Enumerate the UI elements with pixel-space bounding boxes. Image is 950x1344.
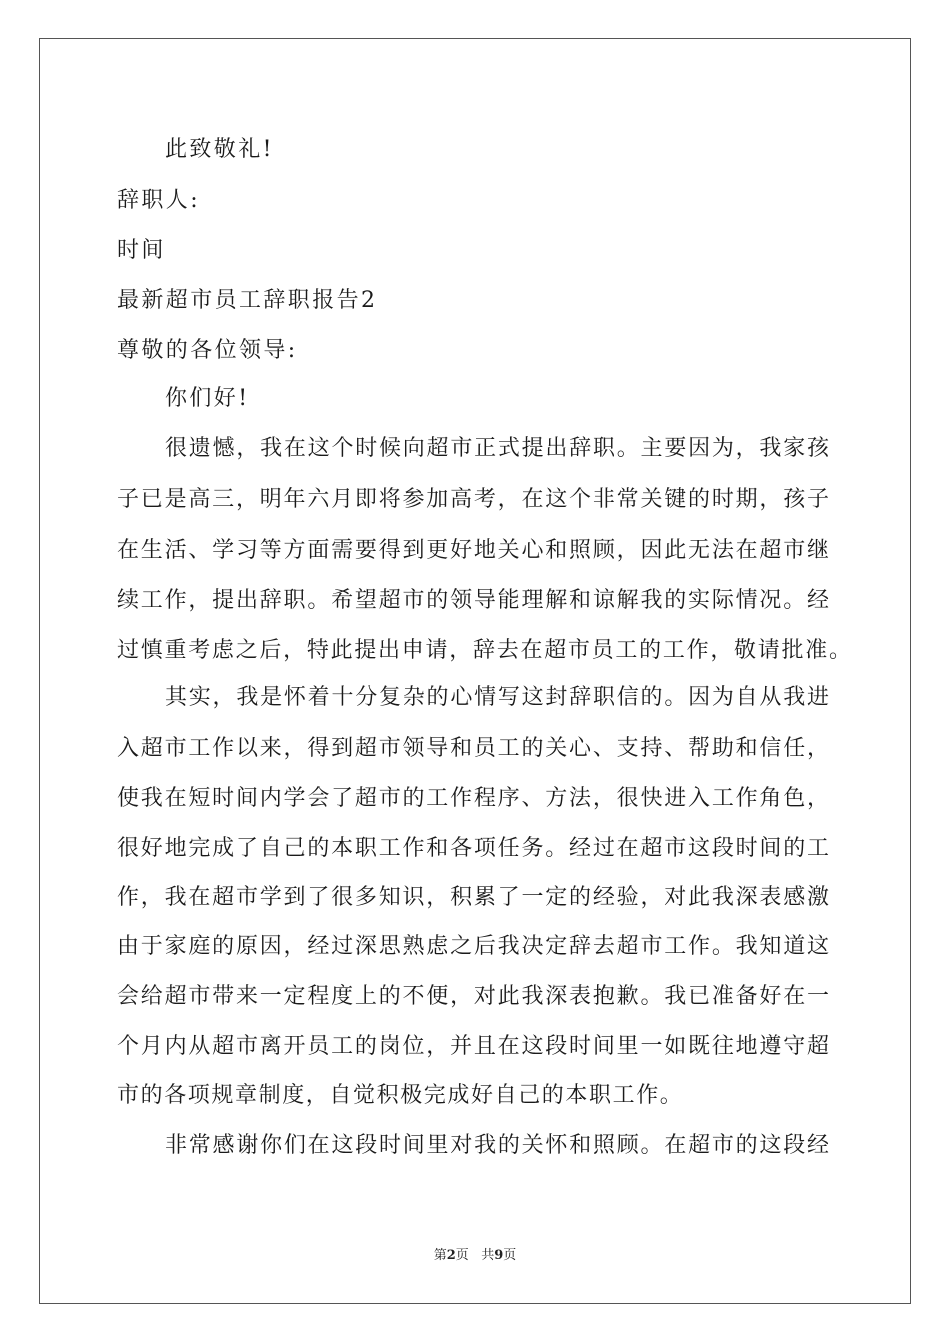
page-border xyxy=(39,38,911,1304)
paragraph-line: 在生活、学习等方面需要得到更好地关心和照顾，因此无法在超市继 xyxy=(117,538,829,563)
paragraph-line: 过慎重考虑之后，特此提出申请，辞去在超市员工的工作，敬请批准。 xyxy=(117,638,851,663)
paragraph-line: 使我在短时间内学会了超市的工作程序、方法，很快进入工作角色， xyxy=(117,786,829,811)
paragraph-line: 作，我在超市学到了很多知识，积累了一定的经验，对此我深表感激 xyxy=(117,885,829,910)
paragraph-line: 会给超市带来一定程度上的不便，对此我深表抱歉。我已准备好在一 xyxy=(117,984,829,1009)
paragraph-line: 市的各项规章制度，自觉积极完成好自己的本职工作。 xyxy=(117,1083,684,1108)
paragraph-line: 其实，我是怀着十分复杂的心情写这封辞职信的。因为自从我进 xyxy=(165,685,829,710)
paragraph-line: 入超市工作以来，得到超市领导和员工的关心、支持、帮助和信任， xyxy=(117,736,829,761)
date-label: 时间 xyxy=(117,238,166,263)
paragraph-line: 非常感谢你们在这段时间里对我的关怀和照顾。在超市的这段经 xyxy=(165,1133,829,1158)
paragraph-line: 由于家庭的原因，经过深思熟虑之后我决定辞去超市工作。我知道这 xyxy=(117,934,829,959)
paragraph-line: 续工作，提出辞职。希望超市的领导能理解和谅解我的实际情况。经 xyxy=(117,588,829,613)
paragraph-line: 个月内从超市离开员工的岗位，并且在这段时间里一如既往地遵守超 xyxy=(117,1034,829,1059)
page-footer xyxy=(0,1247,950,1265)
paragraph-line: 很遗憾，我在这个时候向超市正式提出辞职。主要因为，我家孩 xyxy=(165,436,829,461)
page-current: 2 xyxy=(446,1248,456,1263)
resigner-label: 辞职人: xyxy=(117,188,201,213)
section-title: 最新超市员工辞职报告2 xyxy=(117,288,378,313)
page-mid: 页 共 xyxy=(455,1248,495,1263)
paragraph-line: 子已是高三，明年六月即将参加高考，在这个非常关键的时期，孩子 xyxy=(117,487,829,512)
page-total: 9 xyxy=(494,1248,504,1263)
greeting-line: 你们好! xyxy=(165,386,250,411)
page-suffix: 页 xyxy=(503,1248,517,1263)
paragraph-line: 很好地完成了自己的本职工作和各项任务。经过在超市这段时间的工 xyxy=(117,836,829,861)
addressee-line: 尊敬的各位领导: xyxy=(117,338,298,363)
closing-salutation: 此致敬礼! xyxy=(165,137,274,162)
page-prefix: 第 xyxy=(433,1248,447,1263)
